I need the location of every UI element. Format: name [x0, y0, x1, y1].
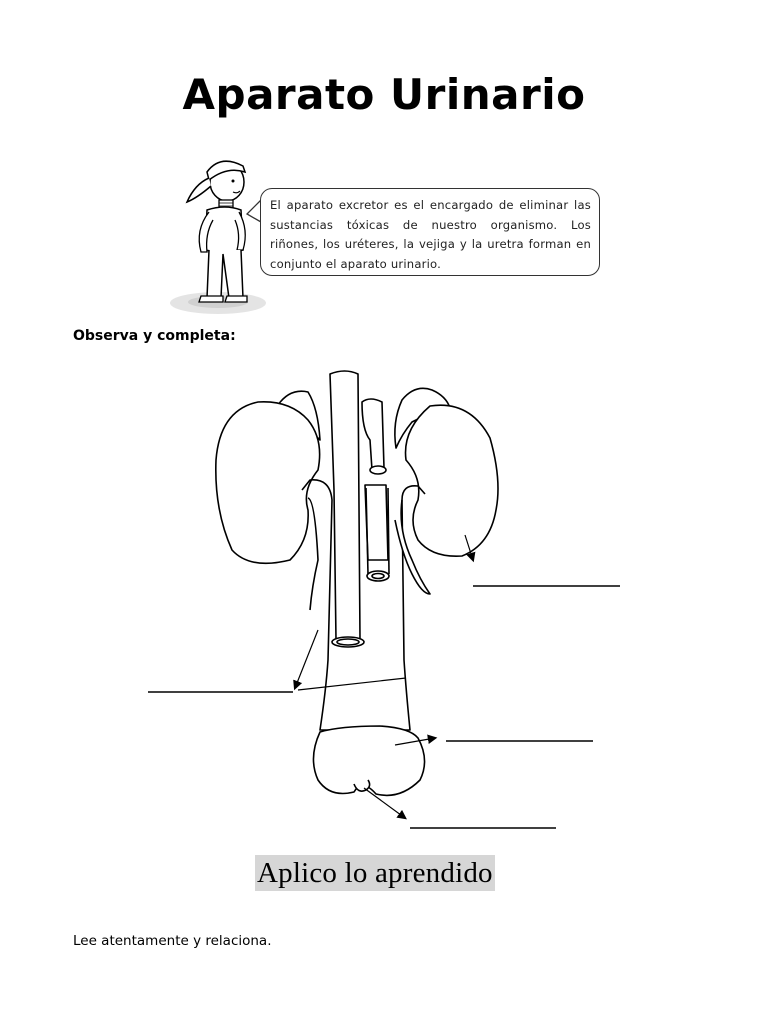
arrow-ureter — [295, 630, 318, 688]
ureter-region — [302, 480, 425, 730]
boy-illustration — [165, 150, 275, 320]
urinary-system-diagram — [140, 360, 640, 840]
page-title: Aparato Urinario — [182, 70, 586, 119]
intro-text: El aparato excretor es el encargado de eliminar las sustancias tóxicas de nuestro organismo. Los riñones, los uréteres, la vejiga y la uretra forman en conjunto el aparato urinario. — [270, 198, 591, 271]
aorta — [330, 371, 360, 640]
left-kidney — [216, 402, 320, 564]
speech-bubble — [260, 188, 600, 276]
section-heading: Aplico lo aprendido — [257, 857, 493, 889]
left-ureter — [308, 498, 318, 610]
activity-prompt: Lee atentamente y relaciona. — [73, 933, 272, 949]
vena-cava — [362, 399, 384, 470]
right-kidney — [406, 405, 499, 556]
instruction-label: Observa y completa: — [73, 328, 236, 344]
